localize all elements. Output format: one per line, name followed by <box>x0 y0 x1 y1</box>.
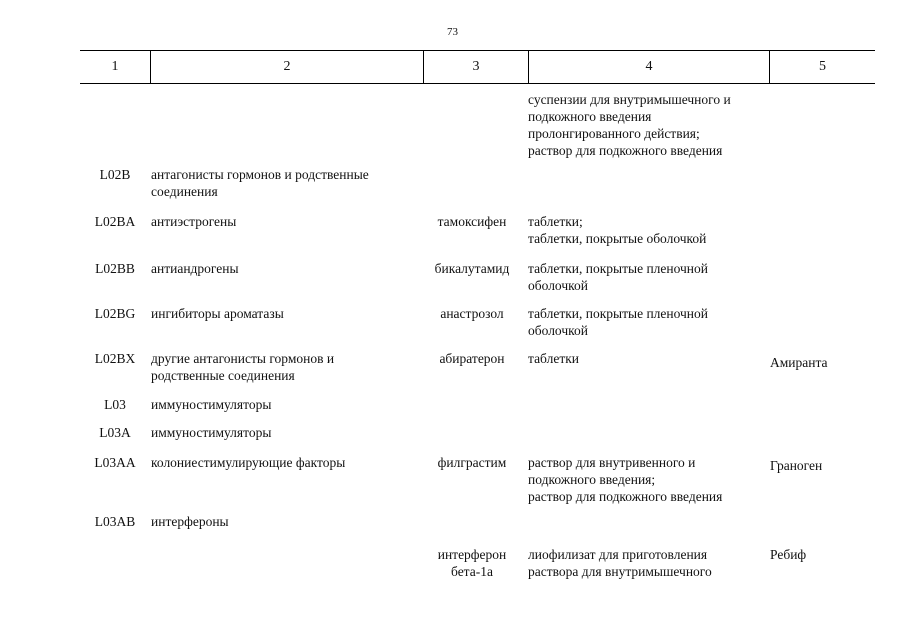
trade-name: Граноген <box>770 458 823 473</box>
group-name: ингибиторы ароматазы <box>151 306 284 321</box>
atc-code: L02B <box>99 167 131 182</box>
group-name: колониестимулирующие факторы <box>151 455 346 470</box>
page-number: 73 <box>447 26 458 38</box>
dosage-form <box>528 213 768 247</box>
group-name: антиандрогены <box>151 261 239 276</box>
dosage-form <box>528 350 768 367</box>
dosage-form-line: раствор для подкожного введения <box>528 489 723 504</box>
dosage-form-line: таблетки <box>528 351 580 366</box>
drug-name: тамоксифен <box>437 214 507 229</box>
dosage-form <box>528 454 768 505</box>
dosage-form-line: пролонгированного действия; <box>528 126 700 141</box>
dosage-form-line: раствор для подкожного введения <box>528 143 723 158</box>
dosage-form <box>528 91 768 159</box>
column-header-2: 2 <box>283 59 291 74</box>
group-name: другие антагонисты гормонов и родственные соединения <box>151 351 335 383</box>
trade-name: Ребиф <box>770 547 807 562</box>
atc-code: L03AA <box>94 455 136 470</box>
atc-code: L03 <box>104 397 126 412</box>
column-header-3: 3 <box>472 59 480 74</box>
dosage-form-line: таблетки, покрытые оболочкой <box>528 231 707 246</box>
dosage-form-line: таблетки, покрытые пленочной <box>528 306 709 321</box>
group-name: антиэстрогены <box>151 214 237 229</box>
table-header <box>80 50 875 84</box>
dosage-form-line: раствор для внутривенного и <box>528 455 696 470</box>
dosage-form-line: оболочкой <box>528 278 588 293</box>
drug-name: анастрозол <box>440 306 504 321</box>
atc-code: L03A <box>99 425 131 440</box>
dosage-form <box>528 546 768 580</box>
group-name: антагонисты гормонов и родственные соединения <box>151 167 369 199</box>
column-header-4: 4 <box>645 59 653 74</box>
trade-name: Амиранта <box>770 355 828 370</box>
drug-name: бикалутамид <box>434 261 510 276</box>
drug-name: абиратерон <box>439 351 505 366</box>
group-name: иммуностимуляторы <box>151 425 272 440</box>
dosage-form-line: оболочкой <box>528 323 588 338</box>
dosage-form-line: таблетки; <box>528 214 583 229</box>
atc-code: L02BA <box>94 214 136 229</box>
dosage-form-line: лиофилизат для приготовления <box>528 547 708 562</box>
dosage-form-line: раствора для внутримышечного <box>528 564 712 579</box>
atc-code: L02BB <box>95 261 135 276</box>
drug-name: интерферон бета-1а <box>437 547 507 579</box>
drug-name: филграстим <box>437 455 507 470</box>
group-name: иммуностимуляторы <box>151 397 272 412</box>
atc-code: L02BX <box>94 351 136 366</box>
atc-code: L03AB <box>94 514 136 529</box>
dosage-form-line: суспензии для внутримышечного и <box>528 92 731 107</box>
column-header-1: 1 <box>111 59 119 74</box>
dosage-form-line: подкожного введения; <box>528 472 656 487</box>
column-header-5: 5 <box>819 59 826 74</box>
dosage-form-line: подкожного введения <box>528 109 652 124</box>
dosage-form <box>528 260 768 294</box>
dosage-form <box>528 305 768 339</box>
group-name: интерфероны <box>151 514 229 529</box>
dosage-form-line: таблетки, покрытые пленочной <box>528 261 709 276</box>
atc-code: L02BG <box>94 306 136 321</box>
